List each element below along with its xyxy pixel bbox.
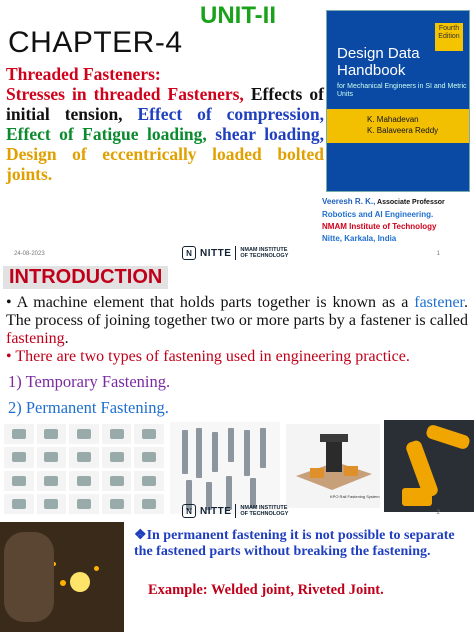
temporary-fastening-item: 1) Temporary Fastening. [8,372,171,391]
topic-initial-tension: Effects of initial tension, [6,84,325,124]
book-subtitle: for Mechanical Engineers in SI and Metric Units [337,83,467,98]
intro-paragraph: • A machine element that holds parts together is known as a fastener. The process of joining together two or more parts by a fastener is called fastening. [6,294,468,347]
author-role: Associate Professor [375,199,445,206]
logo-inst-line2-2: OF TECHNOLOGY [240,511,289,517]
slide-1-footer [0,248,474,262]
rail-caption: KPO Rail Fastening System [330,494,380,499]
logo-inst-line1-2: NMAM INSTITUTE [240,505,288,511]
book-cover-image [326,10,470,192]
topic-heading: Threaded Fasteners: [6,64,161,84]
welding-robot-image [384,420,474,512]
intro-text-a: A machine element that holds parts together is known as a [16,294,415,311]
book-title [337,45,420,79]
bolts-screws-image [170,422,280,514]
book-author2: K. Balaveera Reddy [367,126,439,135]
author-place: Nitte, Karkala, India [322,234,397,243]
rail-fastening-image [286,424,380,508]
nitte-logo [182,246,288,260]
book-title-line2: Handbook [337,62,406,79]
diamond-bullet-icon: ❖ [134,528,147,543]
author-name: Veeresh R. K., [322,197,376,206]
topics-list [6,64,324,184]
book-authors [367,114,438,136]
permanent-fastening-item: 2) Permanent Fastening. [8,398,169,417]
intro-text-c: . [64,330,69,347]
fastener-types-chart-image [4,424,164,514]
logo-inst-line2: OF TECHNOLOGY [240,253,289,259]
note-text: In permanent fastening it is not possible to separate the fastened parts without breaking the fastening. [134,528,455,559]
chapter-title: CHAPTER-4 [8,26,183,59]
topic-eccentric: Design of eccentrically loaded bolted joints. [6,144,324,184]
types-text: There are two types of fastening used in engineering practice. [15,348,410,365]
intro-text-b: . The process of joining together two or more parts by a fastener is called [6,294,468,329]
footer-date: 24-08-2023 [14,251,45,257]
slide-2-footer [0,505,474,522]
topic-fatigue: Effect of Fatigue loading, [6,124,207,144]
types-statement: • There are two types of fastening used in engineering practice. [6,348,410,365]
unit-title: UNIT-II [200,2,276,29]
book-title-line1: Design Data [337,45,420,62]
slide-3 [0,522,474,632]
footer-page-number-2: 2 [436,510,440,516]
permanent-fastening-note [134,528,470,560]
slide-2 [0,262,474,522]
author-institute: NMAM Institute of Technology [322,222,437,231]
keyword-fastener: fastener [414,294,464,311]
author-dept: Robotics and AI Engineering. [322,210,434,219]
nitte-mark-icon: N [182,504,196,518]
topic-shear: shear loading, [206,124,325,144]
logo-brand: NITTE [200,247,232,259]
intro-heading: INTRODUCTION [3,266,168,289]
topic-stresses: Stresses in threaded Fasteners, [6,84,244,104]
author-block [322,196,445,245]
nitte-logo-2 [182,504,288,518]
slide-1 [0,0,474,262]
logo-inst-line1: NMAM INSTITUTE [240,247,288,253]
keyword-fastening: fastening [6,330,65,347]
topic-compression: Effect of compression, [122,104,324,124]
welding-photo [0,522,124,632]
logo-brand-2: NITTE [200,505,232,517]
book-edition-badge: Fourth Edition [435,23,463,51]
book-author1: K. Mahadevan [367,115,419,124]
nitte-mark-icon: N [182,246,196,260]
footer-page-number: 1 [436,251,440,257]
example-text: Example: Welded joint, Riveted Joint. [148,582,384,598]
